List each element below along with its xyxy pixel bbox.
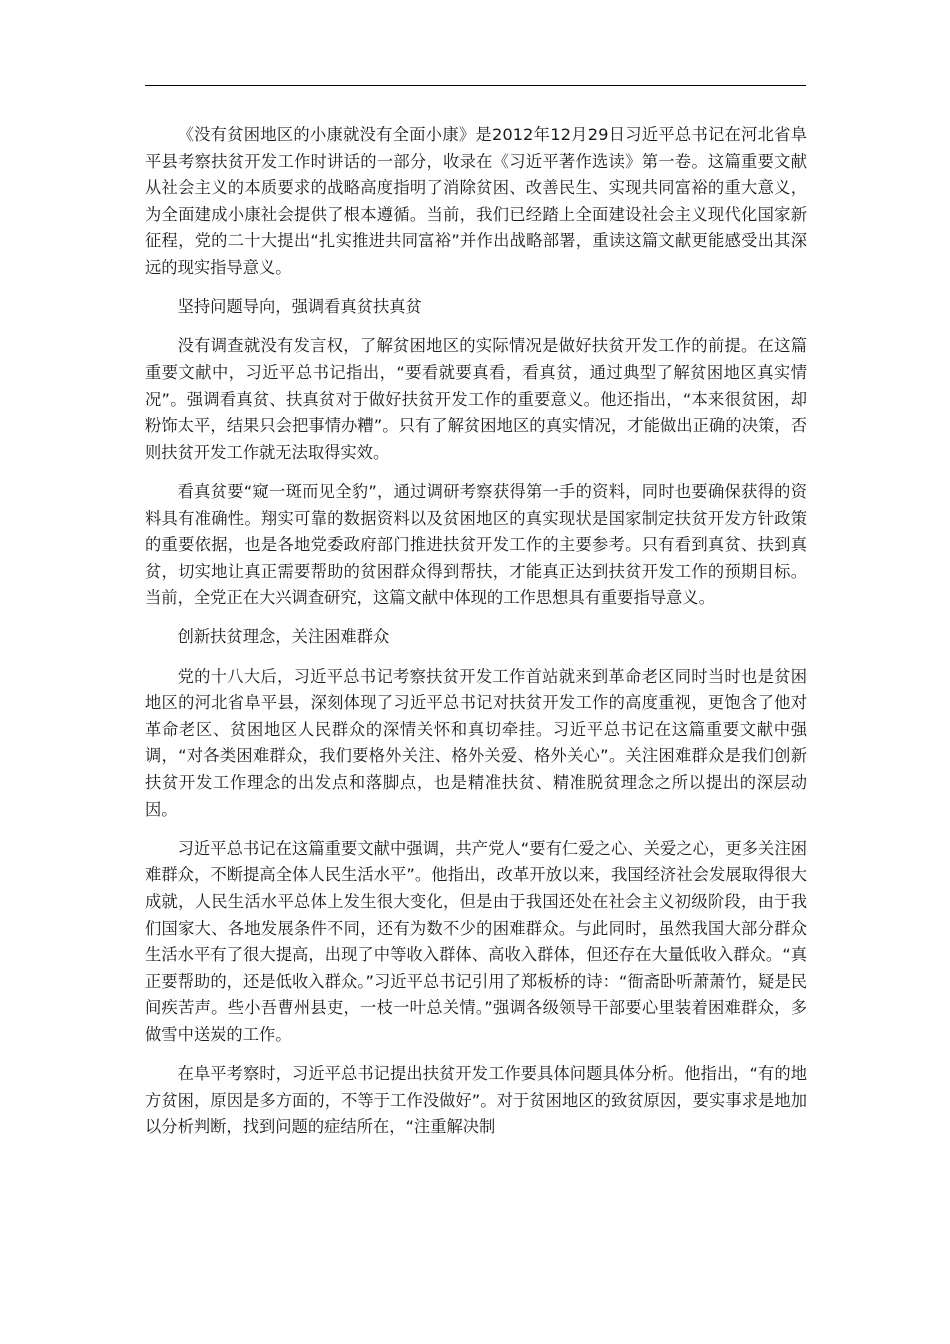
header-rule xyxy=(145,85,806,86)
paragraph: 《没有贫困地区的小康就没有全面小康》是2012年12月29日习近平总书记在河北省阜平县考察扶贫开发工作时讲话的一部分，收录在《习近平著作选读》第一卷。这篇重要文献从社会主义的本质要求的战略高度指明了消除贫困、改善民生、实现共同富裕的重大意义，为全面建成小康社会提供了根本遵循。当前，我们已经踏上全面建设社会主义现代化国家新征程，党的二十大提出“扎实推进共同富裕”并作出战略部署，重读这篇文献更能感受出其深远的现实指导意义。 xyxy=(145,125,807,277)
paragraph: 习近平总书记在这篇重要文献中强调，共产党人“要有仁爱之心、关爱之心，更多关注困难群众，不断提高全体人民生活水平”。他指出，改革开放以来，我国经济社会发展取得很大成就，人民生活水平总体上发生很大变化，但是由于我国还处在社会主义初级阶段，由于我们国家大、各地发展条件不同，还有为数不少的困难群众。与此同时，虽然我国大部分群众生活水平有了很大提高，出现了中等收入群体、高收入群体，但还存在大量低收入群众。“真正要帮助的，还是低收入群众。”习近平总书记引用了郑板桥的诗：“衙斋卧听萧萧竹，疑是民间疾苦声。些小吾曹州县吏，一枝一叶总关情。”强调各级领导干部要心里装着困难群众，多做雪中送炭的工作。 xyxy=(145,838,807,1044)
paragraph: 党的十八大后，习近平总书记考察扶贫开发工作首站就来到革命老区同时当时也是贫困地区的河北省阜平县，深刻体现了习近平总书记对扶贫开发工作的高度重视，更饱含了他对革命老区、贫困地区人民群众的深情关怀和真切牵挂。习近平总书记在这篇重要文献中强调，“对各类困难群众，我们要格外关注、格外关爱、格外关心”。关注困难群众是我们创新扶贫开发工作理念的出发点和落脚点，也是精准扶贫、精准脱贫理念之所以提出的深层动因。 xyxy=(145,666,807,819)
document-body xyxy=(145,122,807,1154)
section-heading: 创新扶贫理念，关注困难群众 xyxy=(177,627,390,647)
section-heading: 坚持问题导向，强调看真贫扶真贫 xyxy=(177,297,422,317)
paragraph: 看真贫要“窥一斑而见全豹”，通过调研考察获得第一手的资料，同时也要确保获得的资料具有准确性。翔实可靠的数据资料以及贫困地区的真实现状是国家制定扶贫开发方针政策的重要依据，也是各地党委政府部门推进扶贫开发工作的主要参考。只有看到真贫、扶到真贫，切实地让真正需要帮助的贫困群众得到帮扶，才能真正达到扶贫开发工作的预期目标。当前，全党正在大兴调查研究，这篇文献中体现的工作思想具有重要指导意义。 xyxy=(145,481,807,608)
paragraph: 在阜平考察时，习近平总书记提出扶贫开发工作要具体问题具体分析。他指出，“有的地方贫困，原因是多方面的，不等于工作没做好”。对于贫困地区的致贫原因，要实事求是地加以分析判断，找到问题的症结所在，“注重解决制 xyxy=(145,1064,807,1137)
paragraph: 没有调查就没有发言权，了解贫困地区的实际情况是做好扶贫开发工作的前提。在这篇重要文献中，习近平总书记指出，“要看就要真看，看真贫，通过典型了解贫困地区真实情况”。强调看真贫、扶真贫对于做好扶贫开发工作的重要意义。他还指出，“本来很贫困，却粉饰太平，结果只会把事情办糟”。只有了解贫困地区的真实情况，才能做出正确的决策，否则扶贫开发工作就无法取得实效。 xyxy=(145,336,807,462)
